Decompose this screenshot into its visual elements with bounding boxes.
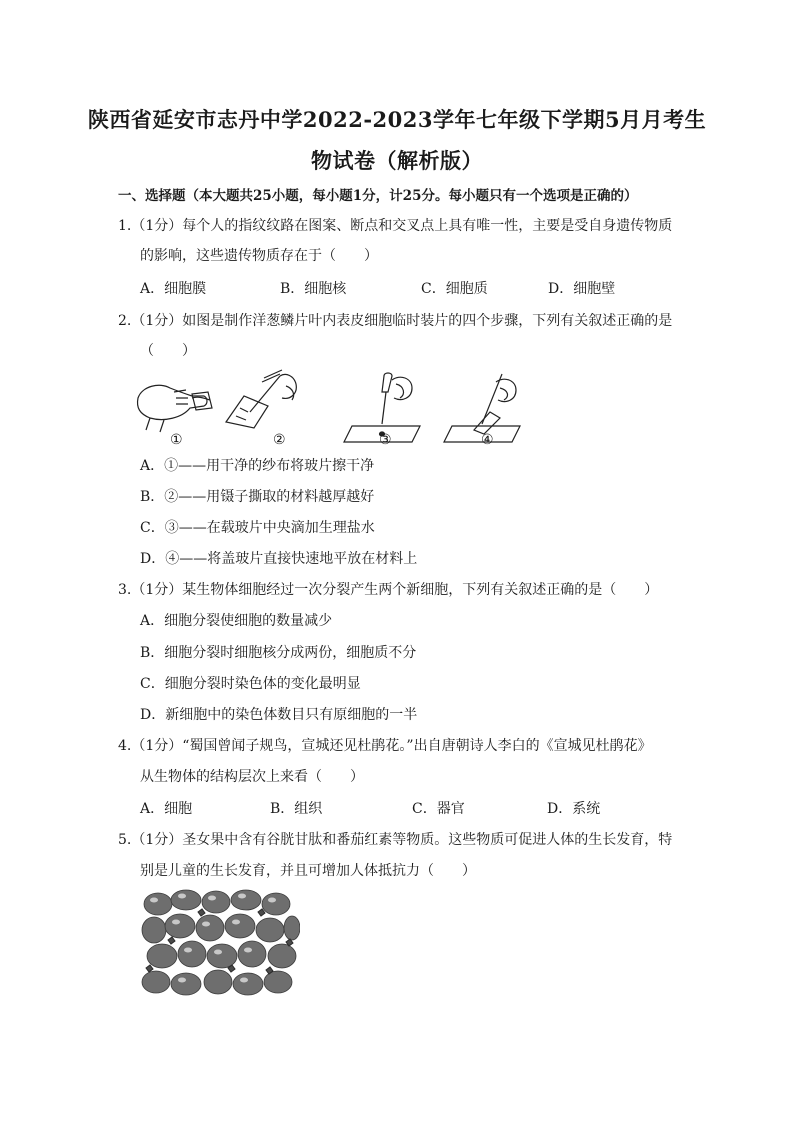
question-1-text: 1.（1分）每个人的指纹纹路在图案、断点和交叉点上具有唯一性，主要是受自身遗传物质: [118, 218, 673, 234]
question-3-option-d: D．新细胞中的染色体数目只有原细胞的一半: [140, 707, 418, 723]
step-1-illustration: [138, 385, 213, 432]
option-d: D．系统: [547, 801, 601, 817]
figure-label-1: ①: [170, 432, 183, 448]
question-4-text: 4.（1分）“蜀国曾闻子规鸟，宣城还见杜鹃花。”出自唐朝诗人李白的《宣城见杜鹃花》: [118, 738, 652, 754]
question-2-text-cont: （ ）: [140, 343, 196, 359]
question-3-option-a: A．细胞分裂使细胞的数量减少: [140, 613, 333, 629]
figure-label-3: ③: [379, 432, 392, 448]
question-3-option-c: C．细胞分裂时染色体的变化最明显: [140, 676, 361, 692]
figure-label-2: ②: [273, 432, 286, 448]
option-b: B．细胞核: [280, 281, 347, 297]
option-d: D．细胞壁: [548, 281, 616, 297]
question-2-option-c: C．③——在载玻片中央滴加生理盐水: [140, 520, 375, 536]
question-3-option-b: B．细胞分裂时细胞核分成两份，细胞质不分: [140, 645, 417, 661]
option-a: A．细胞: [140, 801, 193, 817]
section-heading: 一、选择题（本大题共25小题，每小题1分，计25分。每小题只有一个选项是正确的）: [118, 188, 638, 204]
question-3-text: 3.（1分）某生物体细胞经过一次分裂产生两个新细胞，下列有关叙述正确的是（ ）: [118, 582, 659, 598]
question-2-option-a: A．①——用干净的纱布将玻片擦干净: [140, 458, 375, 474]
page-title-line-1: 陕西省延安市志丹中学2022-2023学年七年级下学期5月月考生: [87, 107, 707, 132]
option-c: C．器官: [412, 801, 465, 817]
question-1-text-cont: 的影响，这些遗传物质存在于（ ）: [140, 248, 378, 264]
slide-preparation-figure: [130, 368, 530, 450]
question-5-text-cont: 别是儿童的生长发育，并且可增加人体抵抗力（ ）: [140, 863, 476, 879]
step-2-illustration: [226, 370, 296, 428]
page-title-line-2: 物试卷（解析版）: [311, 148, 483, 173]
question-4-text-cont: 从生物体的结构层次上来看（ ）: [140, 769, 364, 785]
question-2-option-b: B．②——用镊子撕取的材料越厚越好: [140, 489, 375, 505]
question-2-option-d: D．④——将盖玻片直接快速地平放在材料上: [140, 551, 418, 567]
cherry-tomatoes-photo: [140, 888, 300, 1002]
option-c: C．细胞质: [421, 281, 488, 297]
option-b: B．组织: [270, 801, 323, 817]
figure-label-4: ④: [481, 432, 494, 448]
option-a: A．细胞膜: [140, 281, 207, 297]
question-5-text: 5.（1分）圣女果中含有谷胱甘肽和番茄红素等物质。这些物质可促进人体的生长发育，特: [118, 832, 673, 848]
question-2-text: 2.（1分）如图是制作洋葱鳞片叶内表皮细胞临时装片的四个步骤，下列有关叙述正确的是: [118, 313, 673, 329]
